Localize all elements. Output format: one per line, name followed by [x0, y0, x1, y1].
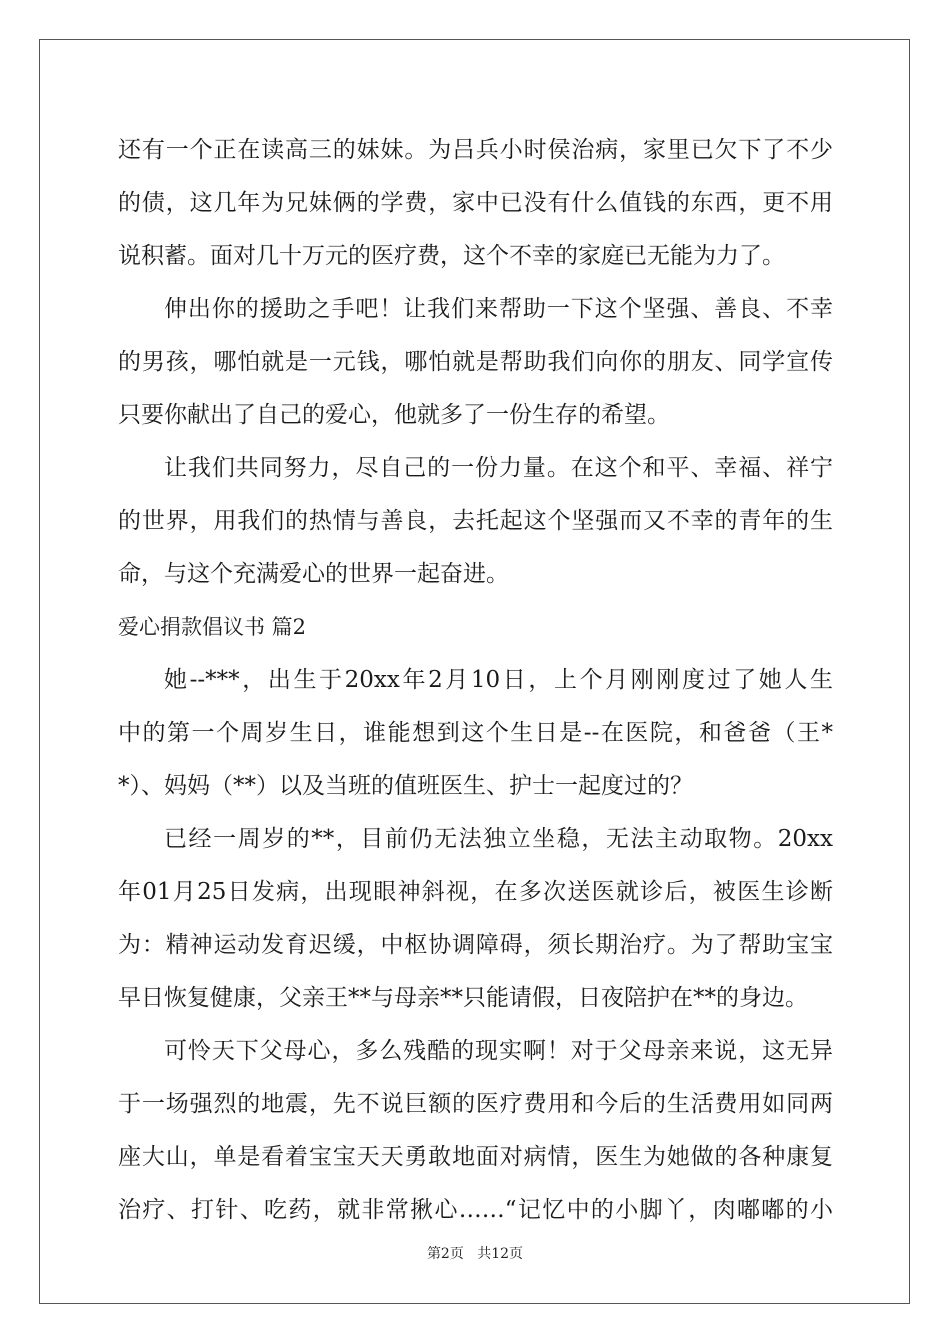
- text-line: 于一场强烈的地震，先不说巨额的医疗费用和今后的生活费用如同两: [118, 1091, 833, 1117]
- text-line: *）、妈妈（**）以及当班的值班医生、护士一起度过的？: [118, 773, 693, 799]
- text-line: 说积蓄。面对几十万元的医疗费，这个不幸的家庭已无能为力了。: [118, 243, 785, 269]
- section-heading: 爱心捐款倡议书 篇2: [118, 615, 307, 639]
- text-line: 早日恢复健康，父亲王**与母亲**只能请假，日夜陪护在**的身边。: [118, 985, 808, 1011]
- page-number: 第2页: [426, 1246, 464, 1262]
- paragraph: [118, 442, 833, 601]
- paragraph: [118, 813, 833, 1025]
- text-line: 她--***，出生于20xx年2月10日，上个月刚刚度过了她人生: [164, 667, 833, 693]
- text-line: 只要你献出了自己的爱心，他就多了一份生存的希望。: [118, 402, 670, 428]
- text-line: 伸出你的援助之手吧！让我们来帮助一下这个坚强、善良、不幸: [164, 296, 833, 322]
- text-line: 为：精神运动发育迟缓，中枢协调障碍，须长期治疗。为了帮助宝宝: [118, 932, 833, 958]
- text-line: 命，与这个充满爱心的世界一起奋进。: [118, 561, 509, 587]
- page-total: 共12页: [477, 1246, 524, 1262]
- text-line: 让我们共同努力，尽自己的一份力量。在这个和平、幸福、祥宁: [164, 455, 833, 481]
- text-line: 治疗、打针、吃药，就非常揪心……“记忆中的小脚丫，肉嘟嘟的小: [118, 1197, 833, 1223]
- text-line: 的世界，用我们的热情与善良，去托起这个坚强而又不幸的青年的生: [118, 508, 833, 534]
- text-line: 的债，这几年为兄妹俩的学费，家中已没有什么值钱的东西，更不用: [118, 190, 833, 216]
- text-line: 中的第一个周岁生日，谁能想到这个生日是--在医院，和爸爸（王*: [118, 720, 833, 746]
- text-line: 的男孩，哪怕就是一元钱，哪怕就是帮助我们向你的朋友、同学宣传: [118, 349, 833, 375]
- text-line: 座大山，单是看着宝宝天天勇敢地面对病情，医生为她做的各种康复: [118, 1144, 833, 1170]
- page-footer: [0, 1243, 950, 1263]
- footer-spacer: [464, 1246, 477, 1262]
- paragraph: [118, 124, 833, 283]
- text-line: 还有一个正在读高三的妹妹。为吕兵小时侯治病，家里已欠下了不少: [118, 137, 833, 163]
- document-body: [118, 124, 833, 1237]
- text-line: 已经一周岁的**，目前仍无法独立坐稳，无法主动取物。20xx: [164, 826, 833, 852]
- paragraph: [118, 1025, 833, 1237]
- text-line: 年01月25日发病，出现眼神斜视，在多次送医就诊后，被医生诊断: [118, 879, 833, 905]
- paragraph: [118, 654, 833, 813]
- paragraph: [118, 283, 833, 442]
- text-line: 可怜天下父母心，多么残酷的现实啊！对于父母亲来说，这无异: [164, 1038, 833, 1064]
